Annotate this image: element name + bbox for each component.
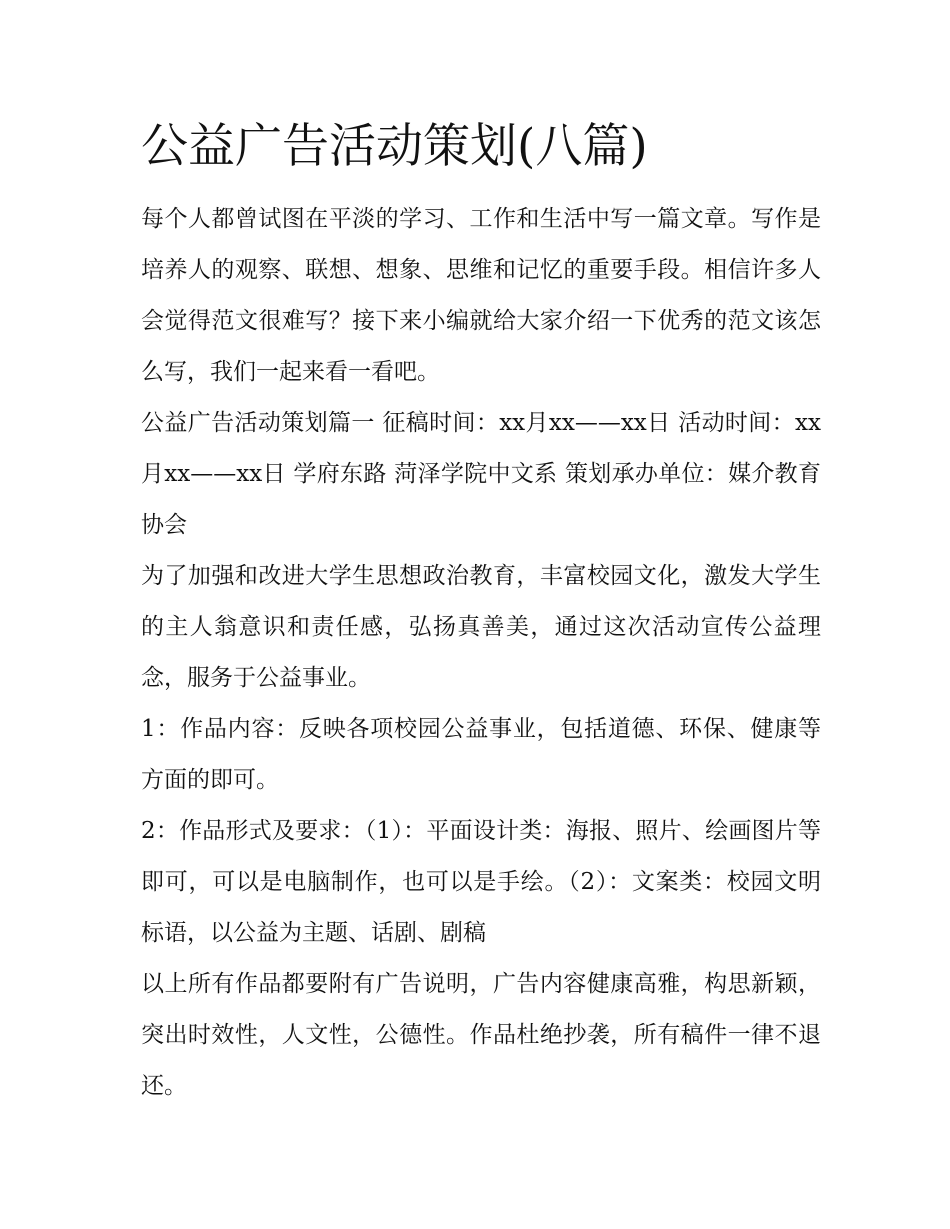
paragraph-notes: 以上所有作品都要附有广告说明，广告内容健康高雅，构思新颖，突出时效性，人文性，公德性。作品杜绝抄袭，所有稿件一律不退还。 [141,971,821,1099]
paragraph-content-requirement: 1：作品内容：反映各项校园公益事业，包括道德、环保、健康等方面的即可。 [141,716,821,793]
document-page [141,112,821,1112]
paragraph-purpose: 为了加强和改进大学生思想政治教育，丰富校园文化，激发大学生的主人翁意识和责任感，弘扬真善美，通过这次活动宣传公益理念，服务于公益事业。 [141,563,821,691]
document-title: 公益广告活动策划(八篇) [141,119,648,174]
paragraph-schedule: 公益广告活动策划篇一 征稿时间：xx月xx——xx日 活动时间：xx月xx——xx日 学府东路 菏泽学院中文系 策划承办单位：媒介教育协会 [141,410,821,538]
paragraph-intro: 每个人都曾试图在平淡的学习、工作和生活中写一篇文章。写作是培养人的观察、联想、想象、思维和记忆的重要手段。相信许多人会觉得范文很难写？接下来小编就给大家介绍一下优秀的范文该怎么写，我们一起来看一看吧。 [141,206,821,385]
paragraph-format-requirement: 2：作品形式及要求：（1）：平面设计类：海报、照片、绘画图片等即可，可以是电脑制作，也可以是手绘。（2）：文案类：校园文明标语，以公益为主题、话剧、剧稿 [141,818,821,946]
